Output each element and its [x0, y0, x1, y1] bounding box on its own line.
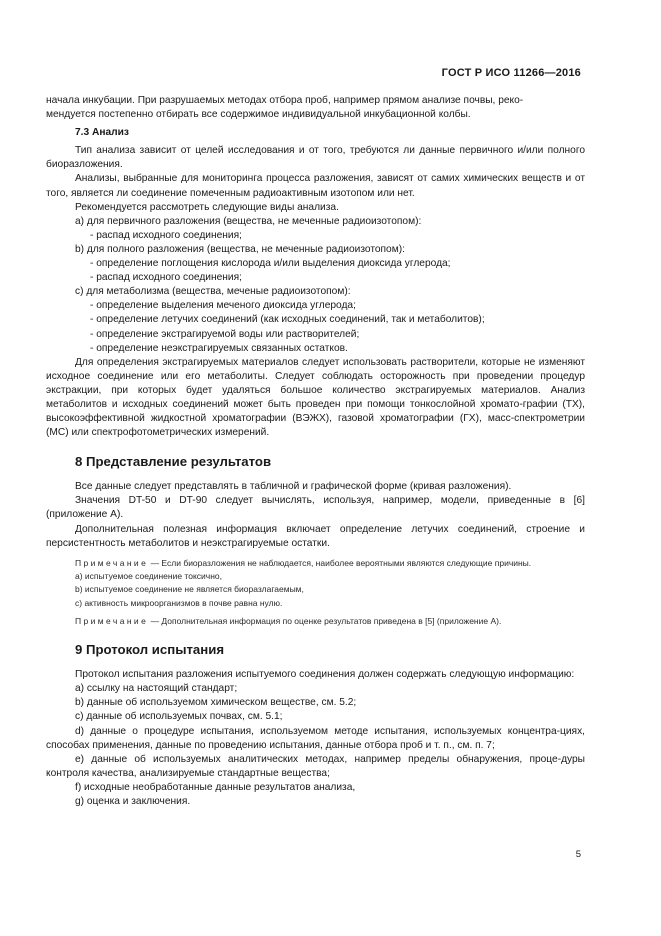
note-item: a) испытуемое соединение токсично,	[75, 571, 222, 582]
list-item: - определение выделения меченого диоксида углерода;	[90, 300, 356, 312]
paragraph: Протокол испытания разложения испытуемого соединения должен содержать следующую информацию:	[75, 669, 575, 681]
paragraph: Анализы, выбранные для мониторинга процесса разложения, зависят от самих химических веществ и от того, является ли соединение помеченным радиоактивным изотопом или нет.	[46, 173, 585, 199]
list-item: e) данные об используемых аналитических методах, например пределы обнаружения, проце-дуры контроля качества, анализируемые стандартные вещества;	[46, 753, 585, 779]
paragraph: Рекомендуется рассмотреть следующие виды анализа.	[75, 201, 339, 213]
section-7-3-title: 7.3 Анализ	[75, 127, 129, 139]
note-item: b) испытуемое соединение не является биоразлагаемым,	[75, 584, 304, 595]
document-body	[46, 94, 585, 809]
list-item: b) для полного разложения (вещества, не меченные радиоизотопом):	[75, 243, 405, 255]
list-item: - определение неэкстрагируемых связанных остатков.	[90, 342, 348, 354]
list-item: - распад исходного соединения;	[90, 272, 242, 284]
page-number: 5	[575, 849, 581, 860]
paragraph: Для определения экстрагируемых материалов следует использовать растворители, которые не изменяют исходное соединение или его метаболиты. Следует соблюдать осторожность при проведении процедур экстракции, при которых будет удаляться большое количество экстрагируемых материалов. Анализ метаболитов и исходных соединений может быть проведен при помощи тонкослойной хромато-графии (ТХ), высокоэффективной жидкостной хроматографии (ВЭЖХ), газовой хроматографии (ГХ), масс-спектрометрии (МС) или спектрофотометрических измерений.	[46, 356, 585, 439]
list-item: d) данные о процедуре испытания, используемом методе испытания, используемых концентра-циях, способах применения, данные по проведению испытания, данные отбора проб и т. п., см. п. 7;	[46, 725, 585, 751]
list-item: - определение летучих соединений (как исходных соединений, так и метаболитов);	[90, 314, 485, 326]
list-item: a) ссылку на настоящий стандарт;	[75, 683, 238, 695]
section-8-title: 8 Представление результатов	[75, 454, 272, 470]
section-9-title: 9 Протокол испытания	[75, 642, 225, 658]
note-text: — Если биоразложения не наблюдается, наиболее вероятными являются следующие причины.	[148, 557, 532, 568]
note-item: c) активность микроорганизмов в почве равна нулю.	[75, 597, 283, 608]
list-item: c) данные об используемых почвах, см. 5.1;	[75, 711, 283, 723]
note-label: Примечание	[75, 615, 149, 626]
intro-line-2: мендуется постепенно отбирать все содержимое индивидуальной инкубационной колбы.	[46, 109, 471, 121]
list-item: f) исходные необработанные данные результатов анализа,	[75, 781, 356, 793]
standard-header: ГОСТ Р ИСО 11266—2016	[441, 67, 581, 79]
paragraph: Тип анализа зависит от целей исследования и от того, требуются ли данные первичного и/или полного биоразложения.	[46, 145, 585, 171]
note-2	[46, 615, 585, 628]
note-1	[46, 557, 585, 610]
note-label: Примечание	[75, 557, 149, 568]
list-item: - определение экстрагируемой воды или растворителей;	[90, 328, 360, 340]
list-item: a) для первичного разложения (вещества, не меченные радиоизотопом):	[75, 215, 422, 227]
list-item: g) оценка и заключения.	[75, 796, 191, 808]
list-item: c) для метаболизма (вещества, меченые радиоизотопом):	[75, 286, 351, 298]
list-item: - определение поглощения кислорода и/или выделения диоксида углерода;	[90, 258, 451, 270]
list-item: b) данные об используемом химическом веществе, см. 5.2;	[75, 697, 357, 709]
paragraph: Все данные следует представлять в табличной и графической форме (кривая разложения).	[75, 481, 512, 493]
list-item: - распад исходного соединения;	[90, 229, 242, 241]
intro-line-1: начала инкубации. При разрушаемых методах отбора проб, например прямом анализе почвы, реко-	[46, 95, 524, 106]
paragraph: Значения DT-50 и DT-90 следует вычислять, используя, например, модели, приведенные в [6] (приложение А).	[46, 495, 585, 521]
paragraph: Дополнительная полезная информация включает определение летучих соединений, строение и персистентность метаболитов и неэкстрагируемые остатки.	[46, 523, 585, 549]
note-text: — Дополнительная информация по оценке результатов приведена в [5] (приложение А).	[148, 615, 502, 626]
